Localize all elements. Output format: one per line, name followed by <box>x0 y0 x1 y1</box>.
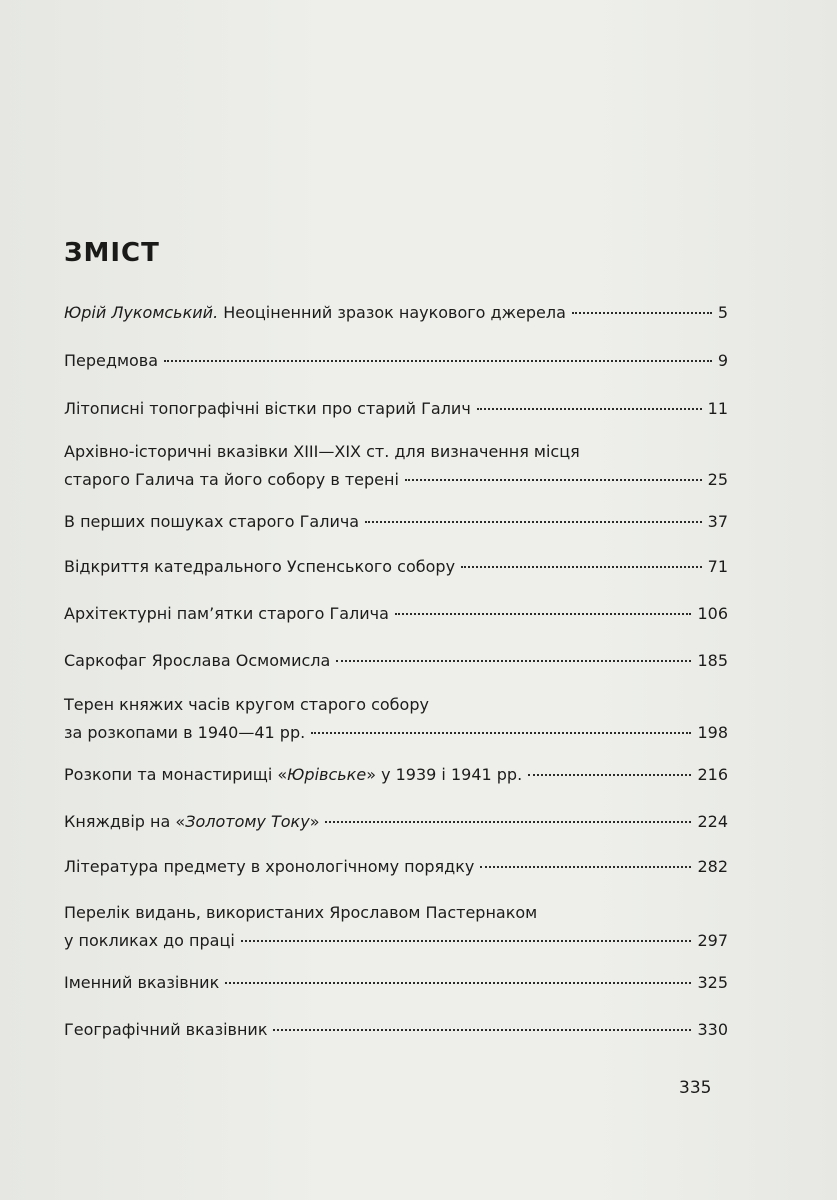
toc-entry-page: 198 <box>697 723 728 742</box>
toc-entry-title-line1: Терен княжих часів кругом старого собору <box>64 695 429 714</box>
dot-leader <box>273 1029 691 1031</box>
toc-entry-page: 325 <box>697 973 728 992</box>
dot-leader <box>395 613 692 615</box>
toc-entry-title: В перших пошуках старого Галича <box>64 512 360 531</box>
toc-entry-page: 282 <box>697 857 728 876</box>
toc-entry-title-line1: Архівно-історичні вказівки XIII—XIX ст. для визначення місця <box>64 442 580 461</box>
toc-entry-page: 224 <box>697 812 728 831</box>
toc-entry[interactable] <box>64 395 728 423</box>
dot-leader <box>336 660 691 662</box>
toc-entry-page: 37 <box>707 512 728 531</box>
dot-leader <box>461 566 702 568</box>
toc-entry[interactable] <box>64 691 728 747</box>
toc-entry-title-text: Неоціненний зразок наукового джерела <box>218 303 566 322</box>
toc-entry[interactable] <box>64 761 728 789</box>
toc-entry-page: 9 <box>717 351 728 370</box>
toc-entry-title-pre: Княждвір на « <box>64 812 186 831</box>
toc-entry-page: 71 <box>707 557 728 576</box>
dot-leader <box>164 360 712 362</box>
toc-entry-title-post: » <box>309 812 320 831</box>
toc-entry-title: Іменний вказівник <box>64 973 220 992</box>
dot-leader <box>225 982 691 984</box>
dot-leader <box>405 479 702 481</box>
toc-entry-title-post: » у 1939 і 1941 рр. <box>366 765 523 784</box>
toc-entry[interactable] <box>64 1016 728 1044</box>
toc-entry-title: у покликах до праці <box>64 931 235 950</box>
toc-entry-title: Саркофаг Ярослава Осмомисла <box>64 651 331 670</box>
toc-entry-title-pre: Розкопи та монастирищі « <box>64 765 288 784</box>
toc-entry[interactable] <box>64 808 728 836</box>
dot-leader <box>241 940 692 942</box>
dot-leader <box>572 312 712 314</box>
toc-entry[interactable] <box>64 553 728 581</box>
toc-entry-page: 25 <box>707 470 728 489</box>
toc-entry[interactable] <box>64 969 728 997</box>
toc-entry-author: Юрій Лукомський. <box>64 303 219 322</box>
toc-heading: ЗМІСТ <box>64 238 160 268</box>
toc-entry-title <box>64 761 522 789</box>
toc-entry-title: Література предмету в хронологічному порядку <box>64 857 475 876</box>
dot-leader <box>365 521 702 523</box>
dot-leader <box>311 732 691 734</box>
toc-entry-title: Передмова <box>64 351 159 370</box>
dot-leader <box>480 866 691 868</box>
toc-entry-page: 330 <box>697 1020 728 1039</box>
page-number: 335 <box>679 1078 712 1098</box>
toc-entry-title: Літописні топографічні вістки про старий Галич <box>64 399 471 418</box>
toc-entry[interactable] <box>64 508 728 536</box>
toc-entry[interactable] <box>64 347 728 375</box>
show-through-shadow <box>300 176 306 197</box>
toc-entry[interactable] <box>64 438 728 494</box>
toc-entry[interactable] <box>64 299 728 327</box>
dot-leader <box>325 821 691 823</box>
toc-entry-title-italic: Юрівське <box>287 765 367 784</box>
toc-entry[interactable] <box>64 600 728 628</box>
toc-entry-page: 5 <box>717 303 728 322</box>
toc-entry-title: Архітектурні пам’ятки старого Галича <box>64 604 389 623</box>
toc-entry[interactable] <box>64 899 728 955</box>
toc-entry[interactable] <box>64 647 728 675</box>
toc-entry-title-italic: Золотому Току <box>185 812 310 831</box>
dot-leader <box>528 774 691 776</box>
toc-entry-title: за розкопами в 1940—41 рр. <box>64 723 306 742</box>
toc-entry-page: 297 <box>697 931 728 950</box>
toc-entry-title-line1: Перелік видань, використаних Ярославом Пастернаком <box>64 903 538 922</box>
toc-entry-title <box>64 299 566 327</box>
toc-entry-title: Відкриття катедрального Успенського собору <box>64 557 456 576</box>
toc-entry[interactable] <box>64 853 728 881</box>
toc-entry-title: старого Галича та його собору в терені <box>64 470 399 489</box>
toc-entry-page: 216 <box>697 765 728 784</box>
toc-entry-title <box>64 808 319 836</box>
toc-entry-page: 11 <box>707 399 728 418</box>
toc-entry-page: 106 <box>697 604 728 623</box>
toc-entry-page: 185 <box>697 651 728 670</box>
toc-entry-title: Географічний вказівник <box>64 1020 268 1039</box>
dot-leader <box>477 408 702 410</box>
